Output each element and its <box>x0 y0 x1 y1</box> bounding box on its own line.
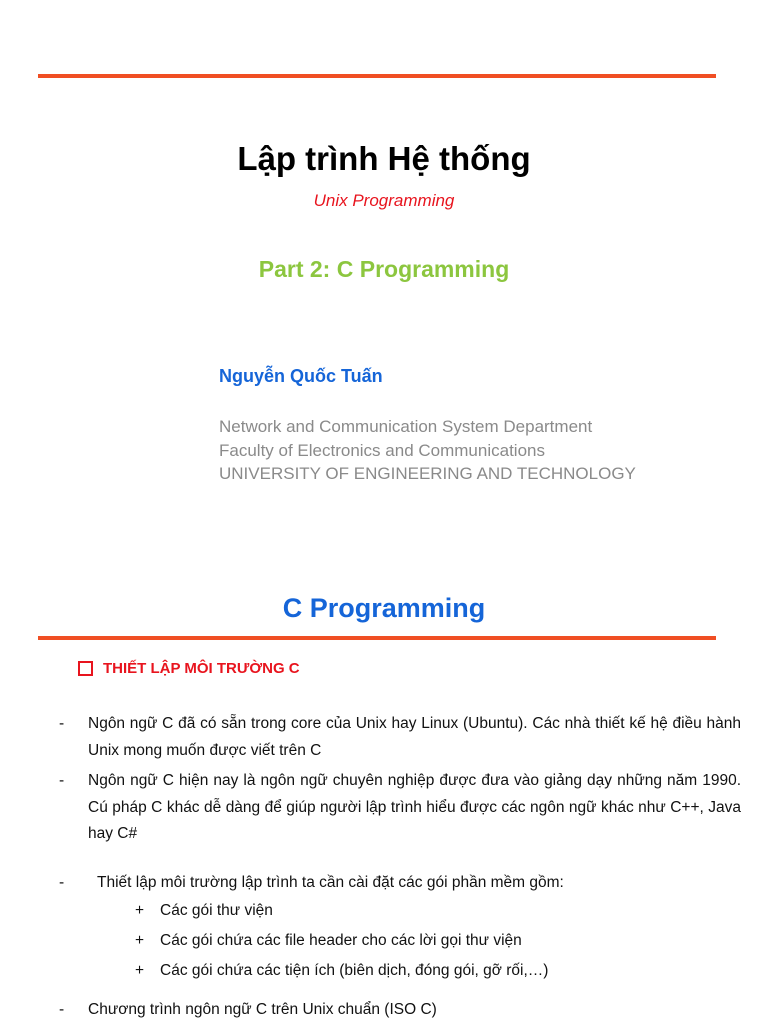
dash-bullet: - <box>59 715 65 732</box>
plus-bullet: + <box>135 962 145 979</box>
paragraph-1 <box>59 711 741 764</box>
section-title: C Programming <box>282 593 486 623</box>
section-heading-text: THIẾT LẬP MÔI TRƯỜNG C <box>103 660 300 677</box>
section-heading <box>78 660 300 677</box>
plus-bullet: + <box>135 902 145 919</box>
part-title: Part 2: C Programming <box>258 256 510 282</box>
plus-bullet: + <box>135 932 145 949</box>
paragraph-4 <box>59 997 741 1024</box>
sub-item-3 <box>135 958 548 985</box>
section-divider <box>38 636 716 640</box>
page-title: Lập trình Hệ thống <box>237 140 531 177</box>
dash-bullet: - <box>59 1001 65 1018</box>
paragraph-text: Ngôn ngữ C đã có sẵn trong core của Unix hay Linux (Ubuntu). Các nhà thiết kế hệ điều hành Unix mong muốn được viết trên C <box>88 715 741 759</box>
sub-item-text: Các gói thư viện <box>160 902 273 919</box>
paragraph-text: Thiết lập môi trường lập trình ta cần cài đặt các gói phần mềm gồm: <box>97 874 564 891</box>
subtitle: Unix Programming <box>313 191 455 210</box>
sub-item-1 <box>135 898 273 925</box>
sub-item-2 <box>135 928 522 955</box>
sub-item-text: Các gói chứa các file header cho các lời gọi thư viện <box>160 932 522 949</box>
top-divider <box>38 74 716 78</box>
paragraph-3 <box>59 870 741 897</box>
paragraph-2 <box>59 768 741 848</box>
dash-bullet: - <box>59 772 65 789</box>
affiliation-department: Network and Communication System Department <box>219 417 593 436</box>
paragraph-text: Chương trình ngôn ngữ C trên Unix chuẩn (ISO C) <box>88 1001 437 1018</box>
affiliation-university: UNIVERSITY OF ENGINEERING AND TECHNOLOGY <box>219 464 636 483</box>
paragraph-text: Ngôn ngữ C hiện nay là ngôn ngữ chuyên nghiệp được đưa vào giảng dạy những năm 1990. Cú pháp C khác dễ dàng để giúp người lập trình hiểu được các ngôn ngữ khác như C++, Java hay C# <box>88 772 741 842</box>
checkbox-bullet-icon <box>78 661 93 676</box>
affiliation-block <box>219 415 636 486</box>
affiliation-faculty: Faculty of Electronics and Communications <box>219 440 545 460</box>
author-name: Nguyễn Quốc Tuấn <box>219 366 383 386</box>
dash-bullet: - <box>59 874 65 891</box>
sub-item-text: Các gói chứa các tiện ích (biên dịch, đóng gói, gỡ rối,…) <box>160 962 549 979</box>
